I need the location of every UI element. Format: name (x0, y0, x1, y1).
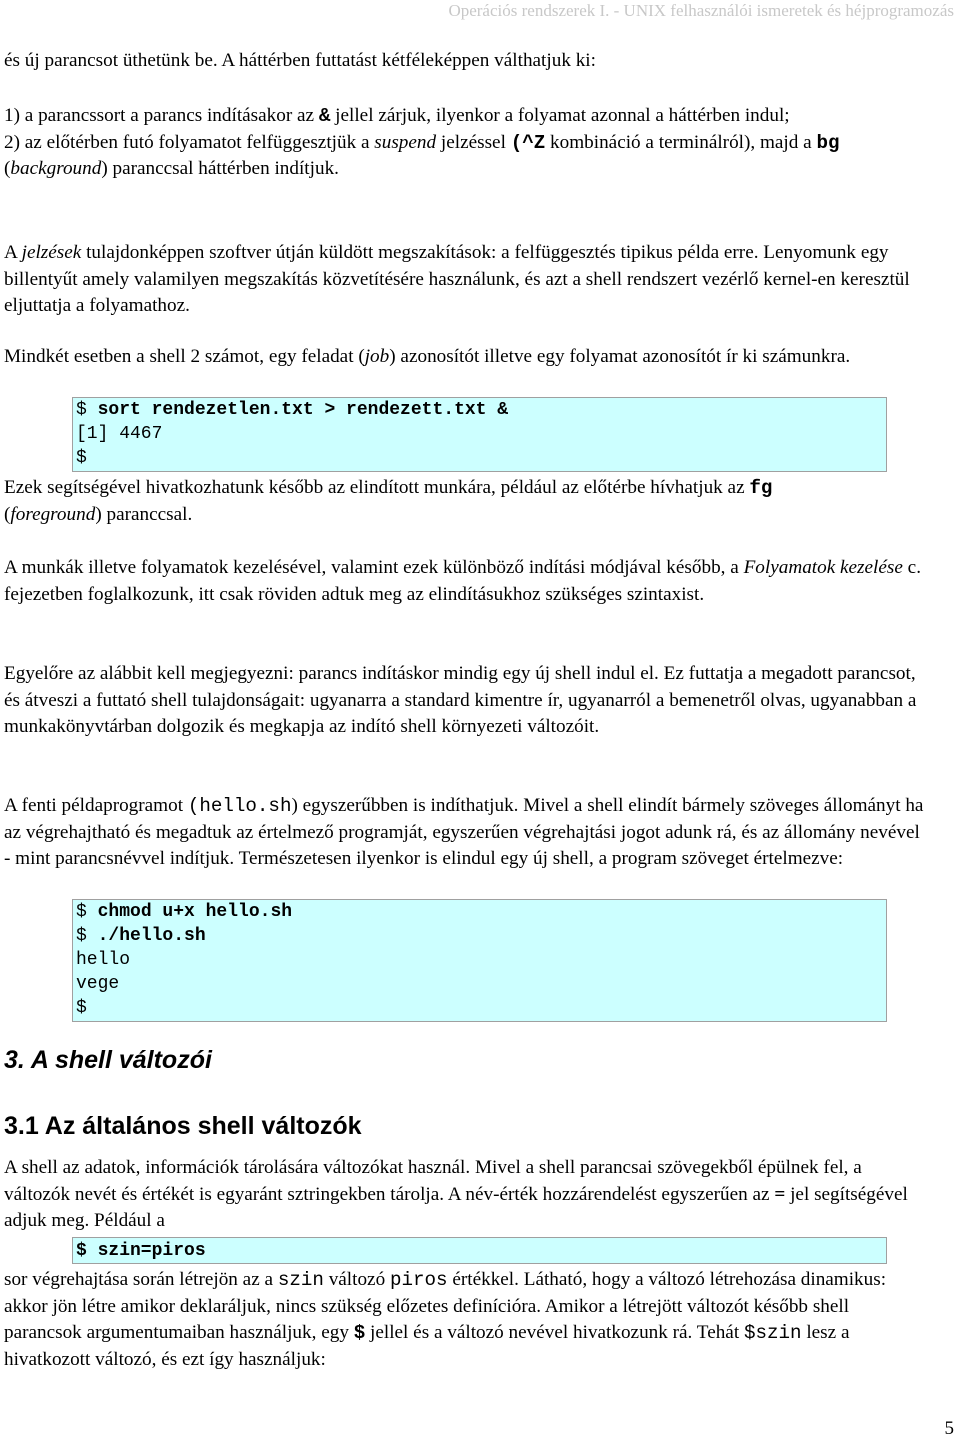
paragraph-background-intro: és új parancsot üthetünk be. A háttérben futtatást kétféleképpen válthatjuk ki: (4, 50, 596, 71)
text-run: jel segítségével adjuk meg. Például a (4, 1183, 908, 1231)
text-run: lesz a hivatkozott változó, és ezt így használjuk: (4, 1322, 850, 1370)
text-run: c. fejezetben foglalkozunk, itt csak röviden adtuk meg az elindításukhoz szükséges szintaxist. (4, 557, 921, 605)
suspend-term: suspend (374, 131, 437, 153)
sort-command: sort rendezetlen.txt > rendezett.txt & (97, 400, 509, 420)
text-run: sor végrehajtása során létrejön az a (4, 1269, 278, 1290)
text-run: 1) a parancssort a parancs indításakor az (4, 105, 319, 126)
code-block-assignment (72, 1237, 887, 1264)
paragraph-process-handling (4, 555, 930, 608)
ctrl-z-code: (^Z (510, 131, 546, 154)
code-line (76, 398, 886, 422)
run-hello-command: ./hello.sh (97, 926, 206, 946)
text-run: ) paranccsal. (95, 503, 193, 525)
text-run: változó (323, 1269, 390, 1290)
text-run: ) egyszerűbben is indíthatjuk. Mivel a shell elindít bármely szöveges állományt ha az végrehajtható és megadtuk az értelmező programját, egyszerűen végrehajtási jogot adunk rá, és az állomány nevével - mint parancsnévvel indítjuk. Természetesen ilyenkor is elindul egy új shell, a program szöveget értelmezve: (4, 795, 924, 869)
hello-sh-code: (hello.sh (187, 795, 292, 817)
section-heading-shell-variables: 3. A shell változói (4, 1046, 212, 1074)
assignment-command: $ szin=piros (76, 1241, 206, 1261)
ampersand-code: & (318, 105, 331, 127)
text-run: A fenti példaprogramot (4, 795, 188, 816)
code-line: hello (76, 950, 131, 970)
equals-sign: = (774, 1183, 786, 1205)
subsection-heading-general-variables: 3.1 Az általános shell változók (4, 1112, 362, 1140)
text-run: Ezek segítségével hivatkozhatunk később az elindított munkára, például az előtérbe hívhatjuk az (4, 477, 750, 498)
text-run: Mindkét esetben a shell 2 számot, egy feladat ( (4, 346, 365, 367)
text-run: jelzéssel (436, 131, 511, 153)
dollar-sign: $ (353, 1322, 366, 1344)
paragraph-foreground (4, 475, 930, 528)
code-line: [1] 4467 (76, 424, 163, 444)
text-run: ( (4, 503, 11, 525)
page-number: 5 (944, 1418, 954, 1439)
paragraph-hello-script (4, 793, 930, 873)
paragraph-variables-intro (4, 1155, 930, 1235)
code-line: $ (76, 448, 87, 468)
paragraph-variable-usage (4, 1267, 930, 1373)
code-line: $ (76, 998, 87, 1018)
code-line (76, 900, 886, 924)
prompt: $ (76, 926, 98, 946)
job-term: job (364, 346, 390, 367)
prompt: $ (76, 902, 98, 922)
paragraph-job-ids (4, 344, 930, 371)
text-run: A shell az adatok, információk tárolására változókat használ. Mivel a shell parancsai szövegekből épülnek fel, a változók nevét és értékét is egyaránt sztringekben tárolja. A név-érték hozzárendelést egyszerűen az (4, 1157, 862, 1205)
szin-code: szin (277, 1269, 324, 1291)
piros-code: piros (389, 1269, 448, 1291)
text-run: ) paranccsal háttérben indítjuk. (101, 158, 339, 179)
prompt: $ (76, 400, 98, 420)
text-run: A munkák illetve folyamatok kezelésével, valamint ezek különböző indítási módjával később, a (4, 557, 744, 578)
code-line: vege (76, 974, 120, 994)
text-run: jellel zárjuk, ilyenkor a folyamat azonnal a háttérben indul; (330, 105, 790, 126)
code-block-sort (72, 397, 887, 472)
foreground-term: foreground (10, 503, 96, 525)
text-run: kombináció a terminálról), majd a (545, 131, 817, 153)
code-line (76, 924, 886, 948)
szin-reference-code: $szin (743, 1322, 802, 1344)
signals-term: jelzések (21, 242, 82, 263)
text-run: ( (4, 158, 11, 179)
fg-command: fg (749, 477, 773, 499)
code-block-chmod (72, 899, 887, 1022)
chmod-command: chmod u+x hello.sh (97, 902, 293, 922)
paragraph-new-shell: Egyelőre az alábbit kell megjegyezni: parancs indításkor mindig egy új shell indul el. Ez futtatja a megadott parancsot, és átveszi a futtató shell tulajdonságait: ugyanarra a standard kimentre ír, ugyanarról a bemenetről olvas, ugyanabban a munkakönyvtárban dolgozik és megkapja az indító shell környezeti változóit. (4, 663, 917, 737)
running-header: Operációs rendszerek I. - UNIX felhasználói ismeretek és héjprogramozás (448, 1, 954, 20)
paragraph-background-methods (4, 103, 930, 183)
chapter-reference: Folyamatok kezelése (743, 557, 903, 578)
paragraph-signals (4, 240, 930, 320)
text-run: ) azonosítót illetve egy folyamat azonosítót ír ki számunkra. (389, 346, 851, 367)
background-term: background (10, 158, 102, 179)
bg-command: bg (816, 131, 840, 154)
text-run: A (4, 242, 22, 263)
text-run: tulajdonképpen szoftver útján küldött megszakítások: a felfüggesztés tipikus példa erre. Lenyomunk egy billentyűt amely valamilyen megszakítás közvetítésére használunk, és azt a shell rendszert vezérlő kernel-en keresztül eljuttatja a folyamathoz. (4, 242, 910, 316)
text-run: jellel és a változó nevével hivatkozunk rá. Tehát (365, 1322, 744, 1343)
text-run: 2) az előtérben futó folyamatot felfüggesztjük a (4, 131, 375, 153)
text-run: értékkel. Látható, hogy a változó létrehozása dinamikus: akkor jön létre amikor deklaráljuk, nincs szükség előzetes definícióra. Amikor a létrejött változót később shell parancsok argumentumaiban használjuk, egy (4, 1269, 887, 1343)
